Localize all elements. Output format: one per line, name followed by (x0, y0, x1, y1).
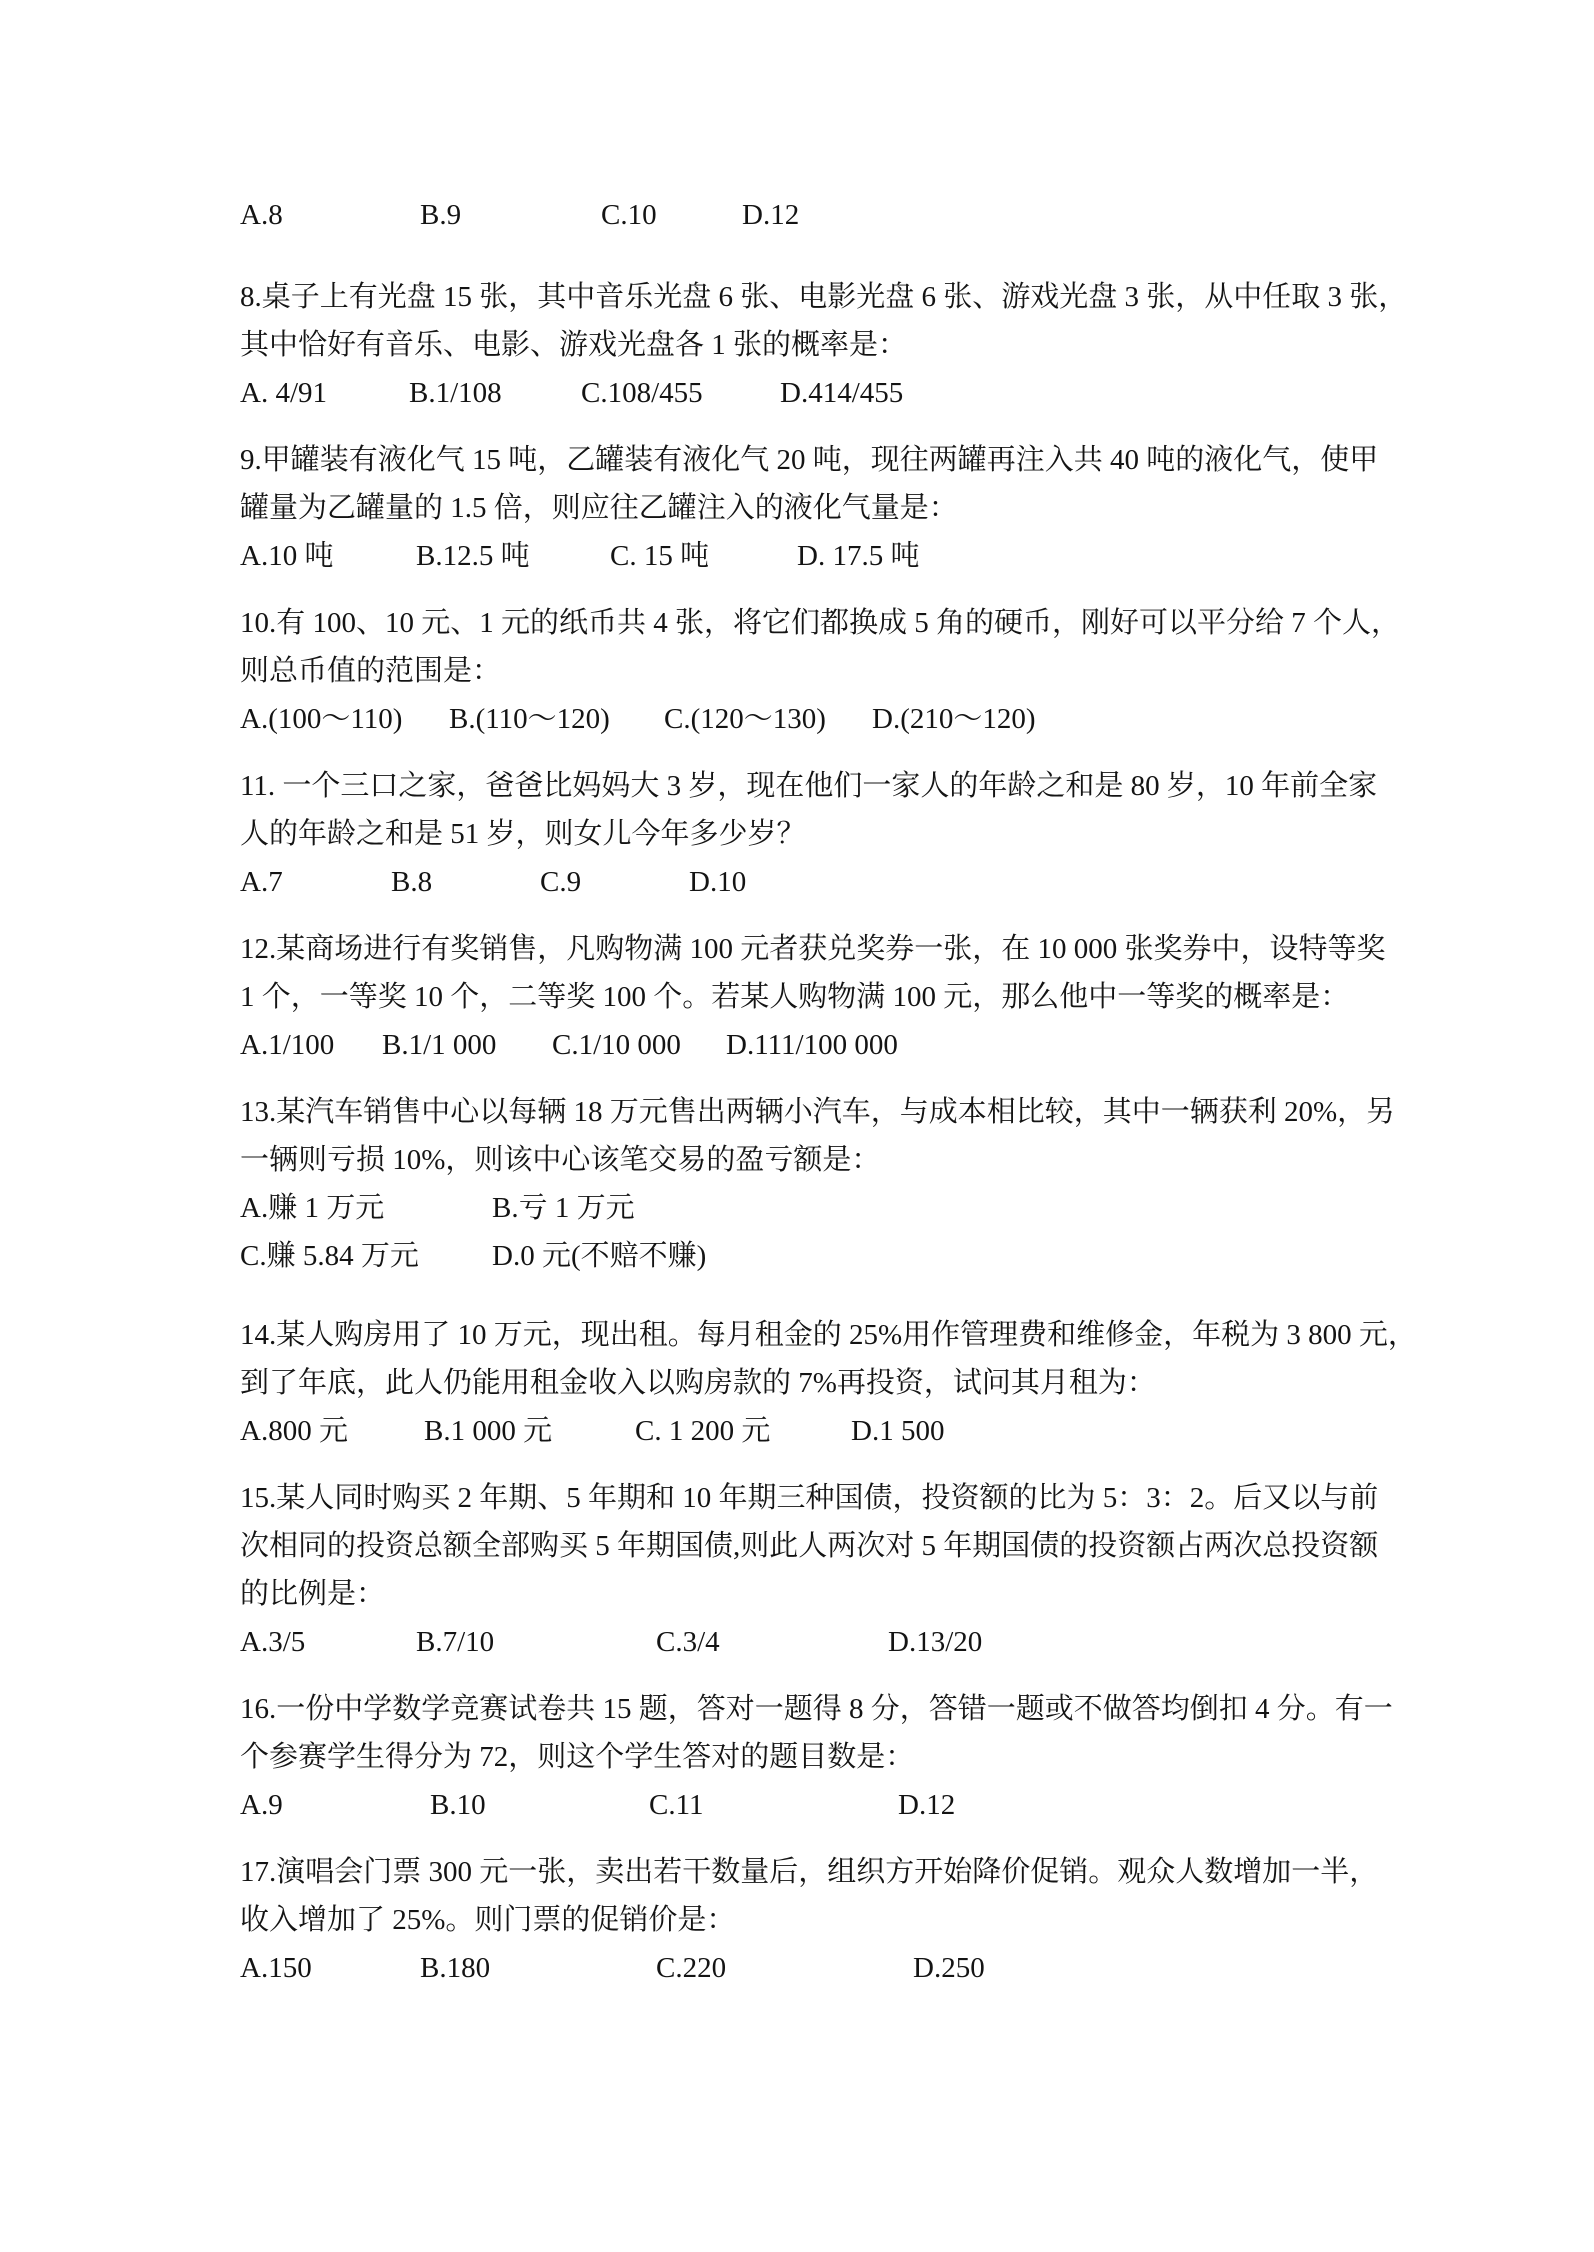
question-q14-text-line: 14.某人购房用了 10 万元，现出租。每月租金的 25%用作管理费和维修金，年税为 3 800 元， (240, 1319, 1417, 1351)
question-q16-option-A: A.9 (240, 1789, 283, 1821)
question-q14-option-D: D.1 500 (851, 1415, 945, 1447)
question-q15-option-A: A.3/5 (240, 1626, 306, 1658)
question-q9-options-row (240, 532, 1444, 580)
question-q16-option-D: D.12 (898, 1789, 956, 1821)
question-q8-text-line: 其中恰好有音乐、电影、游戏光盘各 1 张的概率是： (240, 329, 908, 361)
question-q13-option-D: D.0 元(不赔不赚) (492, 1240, 707, 1272)
question-q12-option-D: D.111/100 000 (726, 1029, 898, 1061)
question-q17-option-B: B.180 (420, 1952, 491, 1984)
question-q17-option-D: D.250 (913, 1952, 985, 1984)
question-q8-option-C: C.108/455 (581, 377, 703, 409)
question-q10-text-line: 则总币值的范围是： (240, 655, 502, 687)
question-q17-text-line: 收入增加了 25%。则门票的促销价是： (240, 1904, 736, 1936)
question-q13-options-row (240, 1232, 1444, 1280)
question-q13-text-line: 13.某汽车销售中心以每辆 18 万元售出两辆小汽车，与成本相比较，其中一辆获利 20%，另 (240, 1096, 1396, 1128)
question-q10-option-B: B.(110～120) (449, 703, 610, 735)
question-q15-option-C: C.3/4 (656, 1626, 720, 1658)
question-q13-option-B: B.亏 1 万元 (492, 1192, 635, 1224)
question-q9 (240, 436, 1444, 580)
top-option-C: C.10 (601, 199, 657, 231)
question-q10-option-A: A.(100～110) (240, 703, 403, 735)
top-option-A: A.8 (240, 199, 283, 231)
question-q14-option-A: A.800 元 (240, 1415, 348, 1447)
question-q10-option-D: D.(210～120) (872, 703, 1036, 735)
question-q9-option-B: B.12.5 吨 (416, 540, 530, 572)
question-q15-option-B: B.7/10 (416, 1626, 495, 1658)
question-q16-option-B: B.10 (430, 1789, 486, 1821)
question-q16 (240, 1685, 1444, 1829)
question-q12-text-line: 12.某商场进行有奖销售，凡购物满 100 元者获兑奖券一张，在 10 000 张奖券中，设特等奖 (240, 933, 1386, 965)
question-q15 (240, 1474, 1444, 1666)
question-q17-options-row (240, 1944, 1444, 1992)
question-q17-text-line: 17.演唱会门票 300 元一张，卖出若干数量后，组织方开始降价促销。观众人数增加一半， (240, 1856, 1379, 1888)
question-q12-options-row (240, 1021, 1444, 1069)
question-q16-text-line: 16.一份中学数学竞赛试卷共 15 题，答对一题得 8 分，答错一题或不做答均倒扣 4 分。有一 (240, 1693, 1393, 1725)
question-q11-option-D: D.10 (689, 866, 747, 898)
question-q11-text-line: 人的年龄之和是 51 岁，则女儿今年多少岁？ (240, 818, 806, 850)
question-q15-options-row (240, 1618, 1444, 1666)
answer-options-row (240, 191, 1444, 239)
question-q8-text-line: 8.桌子上有光盘 15 张，其中音乐光盘 6 张、电影光盘 6 张、游戏光盘 3 张，从中任取 3 张， (240, 281, 1408, 313)
question-q8-option-D: D.414/455 (780, 377, 904, 409)
question-q9-option-C: C. 15 吨 (610, 540, 710, 572)
question-q9-option-D: D. 17.5 吨 (797, 540, 920, 572)
question-q13 (240, 1088, 1444, 1280)
question-q14-option-C: C. 1 200 元 (635, 1415, 771, 1447)
question-q15-text-line: 15.某人同时购买 2 年期、5 年期和 10 年期三种国债，投资额的比为 5：3：2。后又以与前 (240, 1482, 1379, 1514)
question-q10-option-C: C.(120～130) (664, 703, 826, 735)
question-q9-text-line: 9.甲罐装有液化气 15 吨，乙罐装有液化气 20 吨，现往两罐再注入共 40 吨的液化气，使甲 (240, 444, 1379, 476)
question-q10 (240, 599, 1444, 743)
question-q16-options-row (240, 1781, 1444, 1829)
question-q14 (240, 1311, 1444, 1455)
question-q12-option-A: A.1/100 (240, 1029, 335, 1061)
question-q9-text-line: 罐量为乙罐量的 1.5 倍，则应往乙罐注入的液化气量是： (240, 492, 958, 524)
top-option-B: B.9 (420, 199, 462, 231)
question-q11-option-A: A.7 (240, 866, 283, 898)
top-option-D: D.12 (742, 199, 800, 231)
question-q12-text-line: 1 个，一等奖 10 个，二等奖 100 个。若某人购物满 100 元，那么他中一等奖的概率是： (240, 981, 1350, 1013)
answer-options-row-block (240, 191, 1444, 239)
question-q11 (240, 762, 1444, 906)
question-q13-text-line: 一辆则亏损 10%，则该中心该笔交易的盈亏额是： (240, 1144, 881, 1176)
question-q9-option-A: A.10 吨 (240, 540, 334, 572)
question-q8-option-A: A. 4/91 (240, 377, 327, 409)
question-q11-options-row (240, 858, 1444, 906)
question-q16-text-line: 个参赛学生得分为 72，则这个学生答对的题目数是： (240, 1741, 915, 1773)
question-q12-option-B: B.1/1 000 (382, 1029, 497, 1061)
question-list (240, 273, 1444, 1992)
question-q10-options-row (240, 695, 1444, 743)
question-q11-text-line: 11. 一个三口之家，爸爸比妈妈大 3 岁，现在他们一家人的年龄之和是 80 岁，10 年前全家 (240, 770, 1378, 802)
question-q15-option-D: D.13/20 (888, 1626, 983, 1658)
question-q10-text-line: 10.有 100、10 元、1 元的纸币共 4 张，将它们都换成 5 角的硬币，刚好可以平分给 7 个人， (240, 607, 1401, 639)
question-q11-option-B: B.8 (391, 866, 433, 898)
question-q11-option-C: C.9 (540, 866, 582, 898)
question-q8-options-row (240, 369, 1444, 417)
question-q8-option-B: B.1/108 (409, 377, 502, 409)
question-q13-option-C: C.赚 5.84 万元 (240, 1240, 419, 1272)
question-q12-option-C: C.1/10 000 (552, 1029, 681, 1061)
question-q13-option-A: A.赚 1 万元 (240, 1192, 385, 1224)
question-q17-option-C: C.220 (656, 1952, 727, 1984)
question-q15-text-line: 次相同的投资总额全部购买 5 年期国债,则此人两次对 5 年期国债的投资额占两次总投资额 (240, 1530, 1379, 1562)
question-q15-text-line: 的比例是： (240, 1578, 386, 1610)
question-q17-option-A: A.150 (240, 1952, 312, 1984)
question-q16-option-C: C.11 (649, 1789, 704, 1821)
question-q14-option-B: B.1 000 元 (424, 1415, 553, 1447)
question-q14-options-row (240, 1407, 1444, 1455)
question-q17 (240, 1848, 1444, 1992)
question-q8 (240, 273, 1444, 417)
question-q12 (240, 925, 1444, 1069)
question-q13-options-row (240, 1184, 1444, 1232)
question-q14-text-line: 到了年底，此人仍能用租金收入以购房款的 7%再投资，试问其月租为： (240, 1367, 1156, 1399)
